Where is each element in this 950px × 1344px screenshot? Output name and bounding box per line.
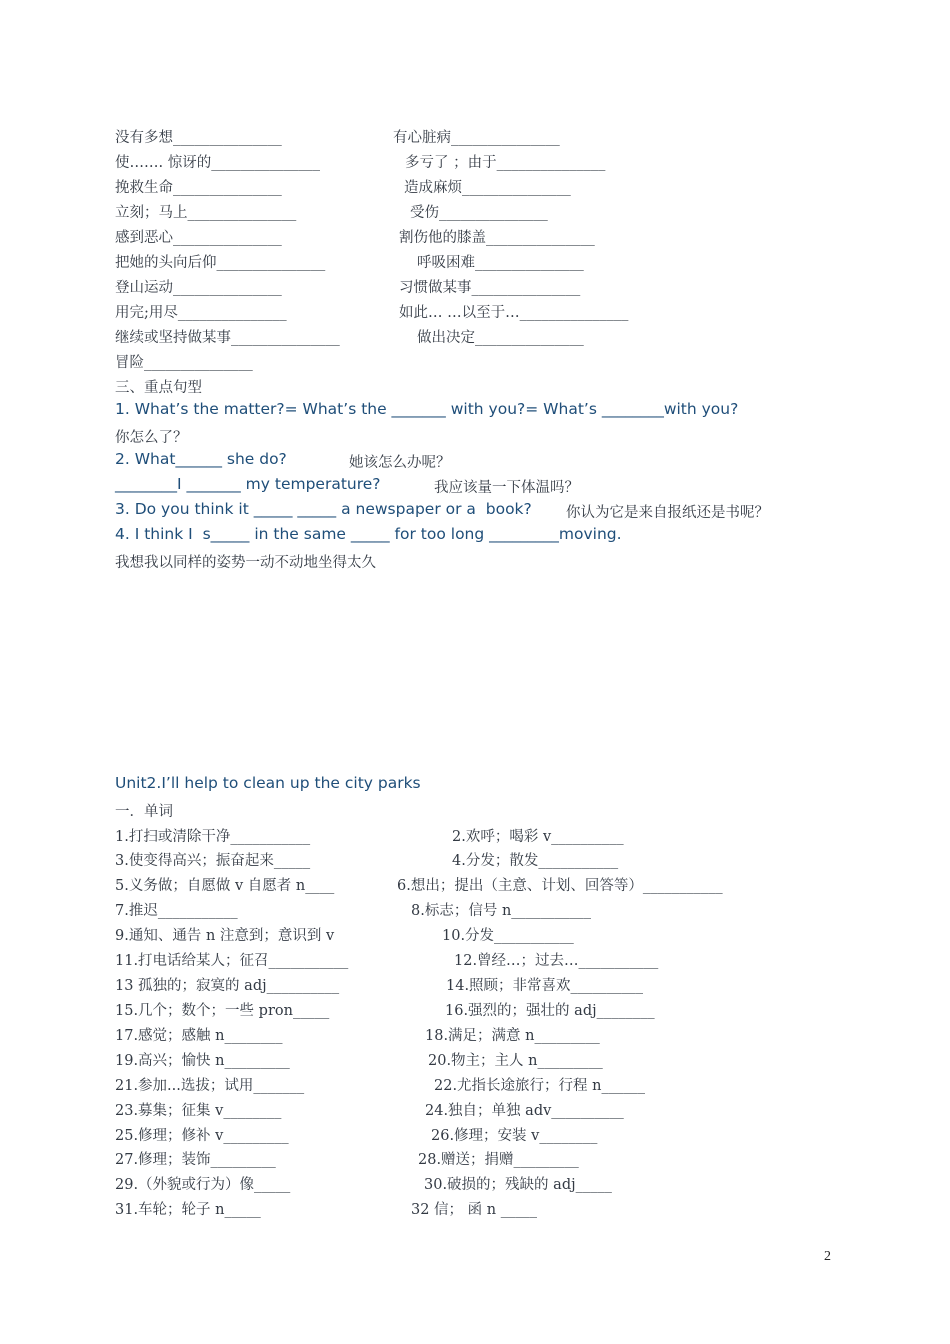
vocab-item: 22.尤指长途旅行；行程 n______ [434, 1078, 646, 1094]
vocab-item: 5.义务做；自愿做 v 自愿者 n____ [115, 878, 335, 894]
vocab-left: 没有多想_______________ [115, 130, 282, 146]
sentence-2-translation: 她该怎么办呢？ [349, 455, 451, 471]
vocab-item: 20.物主；主人 n_________ [428, 1053, 603, 1069]
unit-title: Unit2.I’ll help to clean up the city parks [115, 774, 421, 792]
vocab-item: 8.标志；信号 n___________ [411, 903, 592, 919]
vocab-item: 10.分发___________ [442, 928, 574, 944]
vocab-item: 26.修理；安装 v________ [431, 1128, 598, 1144]
vocab-item: 31.车轮；轮子 n_____ [115, 1202, 261, 1218]
vocab-left: 感到恶心_______________ [115, 230, 282, 246]
vocab-item: 11.打电话给某人；征召___________ [115, 953, 349, 969]
page-number: 2 [824, 1249, 831, 1264]
vocab-left: 用完;用尽_______________ [115, 305, 287, 321]
section-heading: 三、重点句型 [115, 380, 202, 396]
vocab-item: 13 孤独的；寂寞的 adj__________ [115, 978, 340, 994]
vocab-left: 使……. 惊讶的_______________ [115, 155, 320, 171]
vocab-right: 有心脏病_______________ [393, 130, 560, 146]
sentence-3: 3. Do you think it _____ _____ a newspaper or a book? [115, 500, 532, 518]
vocab-item: 7.推迟___________ [115, 903, 238, 919]
vocab-item: 21.参加...选拔；试用_______ [115, 1078, 305, 1094]
vocab-item: 15.几个；数个；一些 pron_____ [115, 1003, 330, 1019]
vocab-item: 32 信； 函 n _____ [411, 1202, 537, 1218]
vocab-left: 登山运动_______________ [115, 280, 282, 296]
sentence-3-translation: 你认为它是来自报纸还是书呢？ [566, 505, 769, 521]
vocab-left: 立刻；马上_______________ [115, 205, 297, 221]
vocab-right: 呼吸困难_______________ [417, 255, 584, 271]
vocab-item: 17.感觉；感触 n________ [115, 1028, 283, 1044]
vocab-right: 造成麻烦_______________ [404, 180, 571, 196]
vocab-item: 4.分发；散发___________ [452, 853, 619, 869]
vocab-item: 18.满足；满意 n_________ [425, 1028, 600, 1044]
vocab-item: 14.照顾；非常喜欢__________ [446, 978, 644, 994]
vocab-left: 继续或坚持做某事_______________ [115, 330, 340, 346]
vocab-item: 3.使变得高兴；振奋起来_____ [115, 853, 311, 869]
vocab-item: 1.打扫或清除干净___________ [115, 829, 311, 845]
vocab-item: 28.赠送；捐赠_________ [418, 1152, 579, 1168]
sentence-1: 1. What’s the matter?= What’s the _______ with you?= What’s ________with you? [115, 400, 739, 418]
vocab-right: 做出决定_______________ [417, 330, 584, 346]
vocab-item: 2.欢呼；喝彩 v__________ [452, 829, 624, 845]
vocab-item: 30.破损的；残缺的 adj_____ [424, 1177, 612, 1193]
vocab-item: 6.想出；提出（主意、计划、回答等）___________ [397, 878, 723, 894]
vocab-right: 受伤_______________ [410, 205, 548, 221]
sentence-1-translation: 你怎么了？ [115, 430, 188, 446]
vocab-right: 多亏了 ；由于_______________ [405, 155, 606, 171]
vocab-item: 27.修理；装饰_________ [115, 1152, 276, 1168]
sentence-2b: ________I _______ my temperature? [115, 475, 381, 493]
vocab-item: 24.独自；单独 adv__________ [425, 1103, 624, 1119]
vocab-item: 29.（外貌或行为）像_____ [115, 1177, 291, 1193]
vocab-right: 习惯做某事_______________ [399, 280, 581, 296]
vocab-item: 25.修理；修补 v_________ [115, 1128, 289, 1144]
vocab-right: 如此… …以至于…_______________ [399, 305, 629, 321]
vocab-right: 割伤他的膝盖_______________ [399, 230, 595, 246]
vocab-item: 16.强烈的；强壮的 adj________ [445, 1003, 655, 1019]
sentence-4: 4. I think I s_____ in the same _____ for too long _________moving. [115, 525, 622, 543]
vocab-left: 把她的头向后仰_______________ [115, 255, 326, 271]
vocab-item: 12.曾经…；过去…___________ [454, 953, 659, 969]
sentence-4-translation: 我想我以同样的姿势一动不动地坐得太久 [115, 555, 376, 571]
vocab-item: 19.高兴；愉快 n_________ [115, 1053, 290, 1069]
vocab-item: 9.通知、通告 n 注意到；意识到 v [115, 928, 335, 944]
unit-subheading: 一．单词 [115, 804, 173, 820]
sentence-2b-translation: 我应该量一下体温吗？ [434, 480, 579, 496]
vocab-left: 冒险_______________ [115, 355, 253, 371]
sentence-2: 2. What______ she do? [115, 450, 287, 468]
vocab-left: 挽救生命_______________ [115, 180, 282, 196]
vocab-item: 23.募集；征集 v________ [115, 1103, 282, 1119]
